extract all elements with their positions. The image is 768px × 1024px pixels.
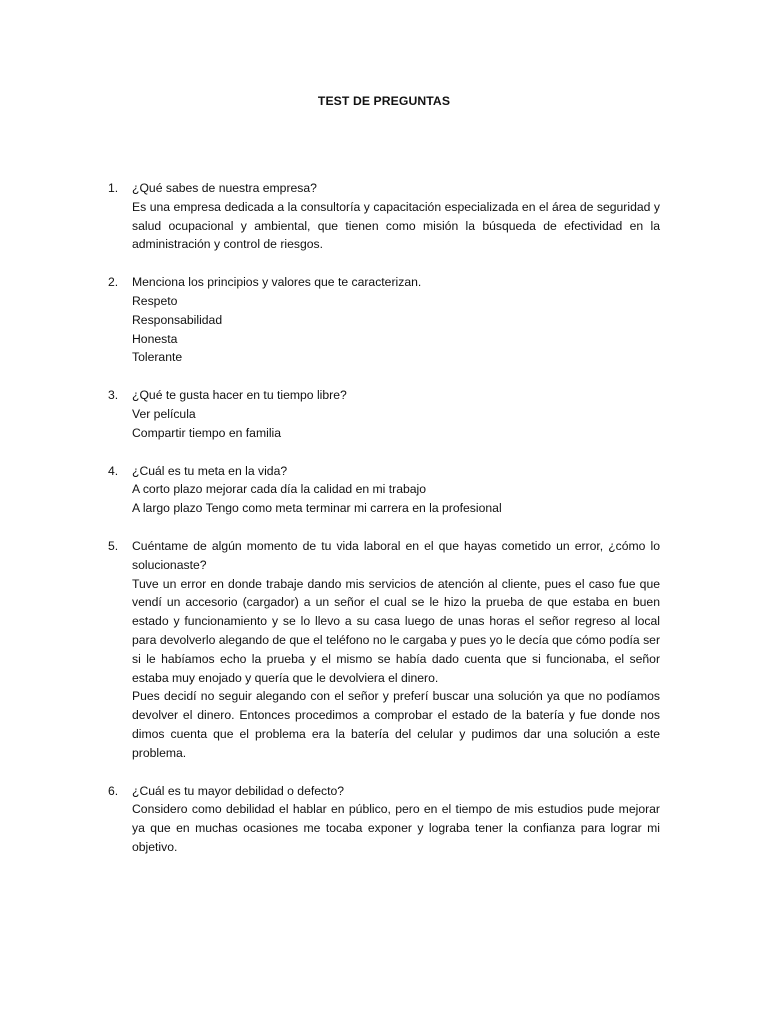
question-list [108, 179, 660, 876]
question-item-5 [108, 537, 660, 763]
answer-line: A corto plazo mejorar cada día la calidad en mi trabajo [132, 482, 427, 497]
answer-paragraph: Considero como debilidad el hablar en público, pero en el tiempo de mis estudios pude mejorar ya que en muchas ocasiones me tocaba exponer y lograba tener la confianza para lograr mi objetivo. [132, 802, 660, 854]
question-number: 6. [108, 783, 119, 798]
answer-paragraph: Tuve un error en donde trabaje dando mis servicios de atención al cliente, pues el caso fue que vendí un accesorio (cargador) a un señor el cual se le hizo la prueba de que estaba en buen estado y funcionamiento y se lo llevo a su casa luego de unas horas el señor regreso al local para devolverlo alegando de que el teléfono no le cargaba y pues yo le decía que cómo podía ser si le habíamos echo la prueba y el mismo se había dado cuenta que si funcionaba, el señor estaba muy enojado y quería que le devolviera el dinero. [132, 576, 660, 685]
question-item-2 [108, 273, 660, 367]
document-title: TEST DE PREGUNTAS [317, 94, 451, 108]
answer-line: Responsabilidad [132, 312, 223, 327]
question-text: ¿Qué te gusta hacer en tu tiempo libre? [132, 388, 347, 403]
question-item-6 [108, 782, 660, 857]
question-item-4 [108, 462, 660, 518]
question-text: Menciona los principios y valores que te caracterizan. [132, 275, 422, 290]
answer-line: Compartir tiempo en familia [132, 425, 282, 440]
answer-block [132, 480, 660, 518]
question-item-1 [108, 179, 660, 254]
answer-paragraph: Es una empresa dedicada a la consultoría y capacitación especializada en el área de seguridad y salud ocupacional y ambiental, que tienen como misión la búsqueda de efectividad en la administración y control de riesgos. [132, 199, 660, 252]
question-text: ¿Qué sabes de nuestra empresa? [132, 181, 317, 195]
answer-paragraph: Pues decidí no seguir alegando con el señor y preferí buscar una solución ya que no podíamos devolver el dinero. Entonces procedimos a comprobar el estado de la batería y fue donde nos dimos cuenta que el problema era la batería del celular y pudimos dar una solución a este problema. [132, 689, 660, 760]
question-number: 2. [108, 275, 119, 290]
answer-line: A largo plazo Tengo como meta terminar mi carrera en la profesional [132, 501, 502, 516]
question-item-3 [108, 386, 660, 442]
question-number: 5. [108, 538, 119, 553]
answer-block [132, 800, 660, 856]
answer-line: Tolerante [132, 350, 183, 365]
question-number: 1. [108, 181, 119, 195]
answer-block [132, 198, 660, 254]
question-number: 4. [108, 463, 119, 478]
answer-line: Ver película [132, 406, 196, 421]
question-number: 3. [108, 388, 119, 403]
question-text: Cuéntame de algún momento de tu vida laboral en el que hayas cometido un error, ¿cómo lo solucionaste? [132, 538, 660, 572]
answer-line: Respeto [132, 293, 178, 308]
answer-block [132, 575, 660, 763]
answer-block [132, 292, 660, 367]
question-text: ¿Cuál es tu meta en la vida? [132, 463, 288, 478]
answer-block [132, 405, 660, 443]
answer-line: Honesta [132, 331, 178, 346]
question-text: ¿Cuál es tu mayor debilidad o defecto? [132, 783, 345, 798]
